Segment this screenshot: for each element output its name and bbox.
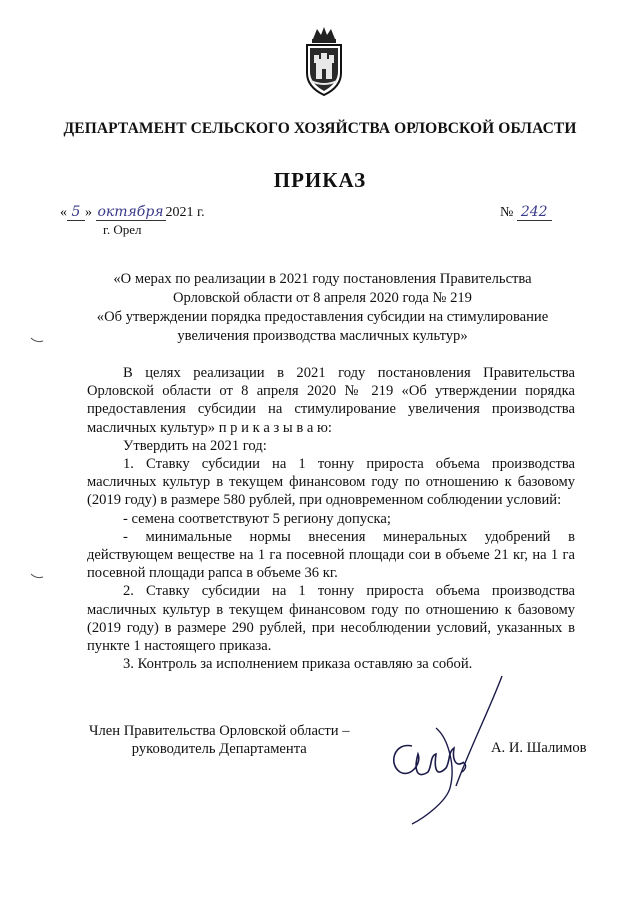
date-year: 2021 г.	[165, 205, 205, 220]
approve-line: Утвердить на 2021 год:	[123, 437, 267, 454]
coat-of-arms-emblem	[301, 25, 347, 97]
item-2: 2. Ставку субсидии на 1 тонну прироста объема производства масличных культур в текущем финансовом году по отношению к базовому (2019 году) в размере 290 рублей, при несоблюдении условий, указанных в пункте 1 настоящего приказа.	[87, 583, 575, 655]
date-day: 5	[67, 204, 85, 221]
margin-mark	[30, 337, 44, 343]
number-value: 242	[517, 204, 552, 221]
item-3: 3. Контроль за исполнением приказа оставляю за собой.	[123, 656, 473, 673]
order-body	[87, 364, 575, 673]
order-number	[500, 204, 552, 221]
date-month: октября	[97, 204, 164, 220]
preamble-paragraph: В целях реализации в 2021 году постановления Правительства Орловской области от 8 апреля 2020 № 219 «Об утверждении порядка предоставления субсидии на стимулирование увеличения производства масличных культур» п р и к а з ы в а ю:	[87, 365, 575, 436]
condition-1: - семена соответствуют 5 региону допуска;	[123, 510, 391, 527]
signer-title	[89, 722, 350, 758]
margin-mark	[30, 573, 44, 579]
document-title: ПРИКАЗ	[273, 168, 367, 192]
date-close-quote: »	[85, 205, 92, 220]
subject-line: увеличения производства масличных культур»	[177, 328, 468, 344]
order-date	[60, 204, 205, 221]
item-1: 1. Ставку субсидии на 1 тонну прироста объема производства масличных культур в текущем финансовом году по отношению к базовому (2019 году) в размере 580 рублей, при одновременном соблюдении условий:	[87, 456, 575, 509]
department-header: ДЕПАРТАМЕНТ СЕЛЬСКОГО ХОЗЯЙСТВА ОРЛОВСКОЙ ОБЛАСТИ	[63, 120, 577, 137]
order-subject	[80, 270, 565, 346]
condition-2: - минимальные нормы внесения минеральных удобрений в действующем веществе на 1 га посевной площади сои в объеме 21 кг, на 1 га посевной площади рапса в объеме 36 кг.	[87, 528, 575, 582]
subject-line: «О мерах по реализации в 2021 году постановления Правительства	[113, 271, 532, 287]
signer-title-line: Член Правительства Орловской области –	[89, 723, 350, 739]
signer-title-line: руководитель Департамента	[131, 741, 307, 757]
city: г. Орел	[103, 222, 142, 237]
subject-line: Орловской области от 8 апреля 2020 года № 219	[173, 290, 472, 306]
date-open-quote: «	[60, 205, 67, 220]
signer-name: А. И. Шалимов	[491, 740, 587, 756]
number-label: №	[500, 205, 514, 220]
subject-line: «Об утверждении порядка предоставления субсидии на стимулирование	[96, 309, 549, 325]
